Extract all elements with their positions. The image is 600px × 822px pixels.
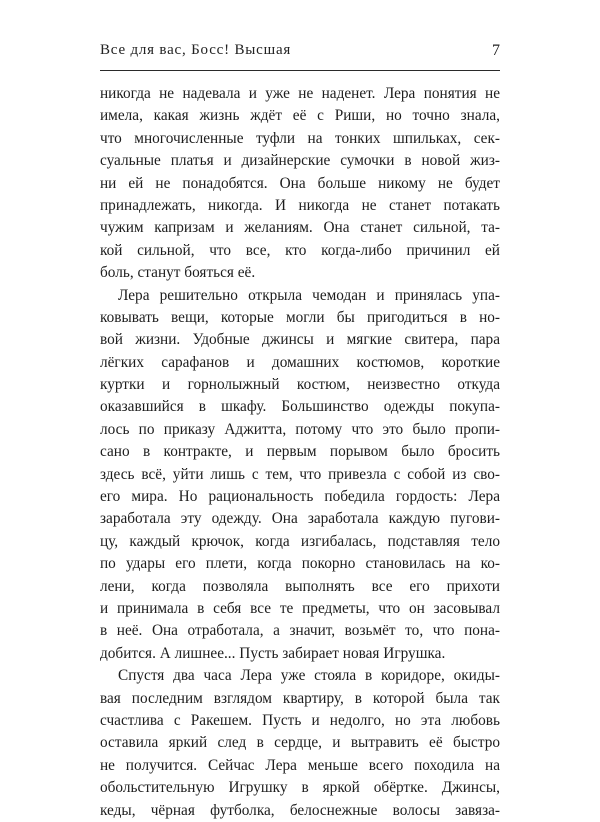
text-line: чужим капризам и желаниям. Она станет сильной, та- <box>100 219 500 237</box>
paragraph <box>100 83 500 285</box>
text-line: его мира. Но рациональность победила гордость: Лера <box>100 488 500 506</box>
text-line: добится. А лишнее... Пусть забирает новая Игрушка. <box>100 644 446 662</box>
text-line: что многочисленные туфли на тонких шпильках, сек- <box>100 129 500 147</box>
text-line: оставила яркий след в сердце, и вытравить её быстро <box>100 734 500 752</box>
text-line: и принимала в себя все те предметы, что он засовывал <box>100 599 500 617</box>
text-line: лени, когда позволяла выполнять все его прихоти <box>100 577 500 595</box>
text-line: имела, какая жизнь ждёт её с Риши, но точно знала, <box>100 107 500 125</box>
text-line: ни ей не понадобятся. Она больше никому не будет <box>100 174 500 192</box>
text-line: счастлива с Ракешем. Пусть и недолго, но эта любовь <box>100 711 500 729</box>
text-line: в неё. Она отработала, а значит, возьмёт то, что пона- <box>100 622 500 640</box>
running-head <box>100 42 500 64</box>
text-line: по удары его плети, когда покорно становилась на ко- <box>100 555 500 573</box>
book-title: Все для вас, Босс! Высшая <box>100 42 292 58</box>
paragraph <box>100 665 500 822</box>
paragraph <box>100 285 500 666</box>
text-line: сано в контракте, и первым порывом было бросить <box>100 443 500 461</box>
text-line: куртки и горнолыжный костюм, неизвестно откуда <box>100 376 500 394</box>
text-line: никогда не надевала и уже не наденет. Лера понятия не <box>100 85 500 102</box>
text-line: лось по приказу Аджитта, потому что это было пропи- <box>100 420 500 438</box>
text-line: суальные платья и дизайнерские сумочки в новой жиз- <box>100 152 500 170</box>
text-line: оказавшийся в шкафу. Большинство одежды покупа- <box>100 398 500 416</box>
text-line: ковывать вещи, которые могли бы пригодиться в но- <box>100 308 500 326</box>
body-text <box>100 83 500 822</box>
header-rule <box>100 70 500 71</box>
text-line: вая последним взглядом квартиру, в которой была так <box>100 689 500 707</box>
text-line: лёгких сарафанов и домашних костюмов, короткие <box>100 353 500 371</box>
page-number: 7 <box>492 42 500 59</box>
text-line: обольстительную Игрушку в яркой обёртке. Джинсы, <box>100 779 500 797</box>
text-line: вой жизни. Удобные джинсы и мягкие свитера, пара <box>100 331 500 349</box>
text-line: боль, станут бояться её. <box>100 264 256 282</box>
text-line: Спустя два часа Лера уже стояла в коридоре, окиды- <box>118 667 500 685</box>
text-line: цу, каждый крючок, когда изгибалась, подставляя тело <box>100 532 500 550</box>
text-line: здесь всё, уйти лишь с тем, что привезла с собой из сво- <box>100 465 500 483</box>
text-line: заработала эту одежду. Она заработала каждую пугови- <box>100 510 500 528</box>
text-line: принадлежать, никогда. И никогда не станет потакать <box>100 196 500 214</box>
text-line: не получится. Сейчас Лера меньше всего походила на <box>100 756 500 774</box>
text-line: Лера решительно открыла чемодан и принялась упа- <box>118 286 500 304</box>
text-line: кой сильной, что все, кто когда-либо причинил ей <box>100 241 500 259</box>
text-line: кеды, чёрная футболка, белоснежные волосы завяза- <box>100 801 500 819</box>
